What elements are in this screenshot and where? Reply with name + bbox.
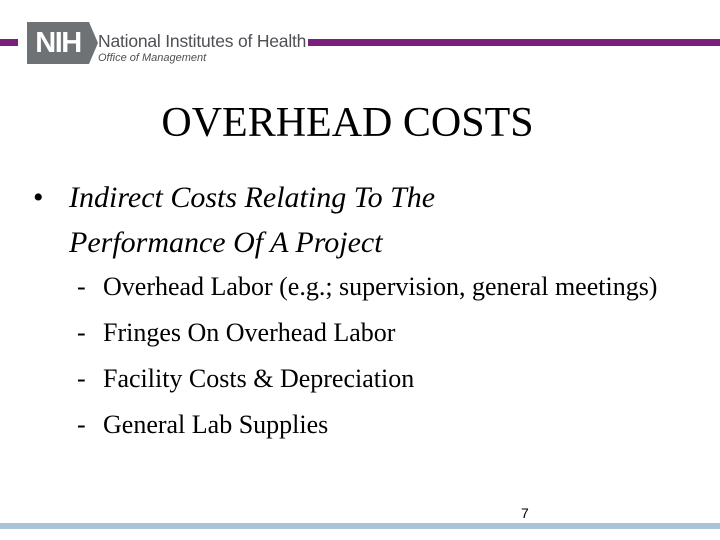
nih-logo-text: NIH [35, 26, 81, 59]
header-accent-bar-right [308, 39, 720, 46]
sub-bullet-item [77, 268, 677, 306]
organization-subtitle: Office of Management [98, 52, 207, 64]
sub-bullet-item [77, 406, 677, 444]
dash-icon: - [77, 318, 86, 347]
slide-title: OVERHEAD COSTS [161, 100, 534, 146]
header-accent-bar-left [0, 39, 18, 46]
bullet-dot-icon: • [33, 181, 44, 214]
nih-logo [27, 22, 89, 64]
sub-bullet-list [77, 268, 677, 452]
sub-bullet-text: Facility Costs & Depreciation [103, 364, 415, 393]
dash-icon: - [77, 364, 86, 393]
main-bullet [33, 175, 593, 265]
dash-icon: - [77, 272, 86, 301]
main-bullet-text: Indirect Costs Relating To The Performance Of A Project [69, 181, 436, 259]
organization-name: National Institutes of Health [98, 31, 307, 51]
logo-chevron-icon [89, 22, 98, 64]
sub-bullet-text: General Lab Supplies [103, 410, 329, 439]
sub-bullet-item [77, 314, 677, 352]
page-number: 7 [521, 505, 529, 521]
footer-bar [0, 523, 720, 529]
sub-bullet-text: Overhead Labor (e.g.; supervision, general meetings) [103, 272, 658, 301]
dash-icon: - [77, 410, 86, 439]
sub-bullet-text: Fringes On Overhead Labor [103, 318, 396, 347]
sub-bullet-item [77, 360, 677, 398]
